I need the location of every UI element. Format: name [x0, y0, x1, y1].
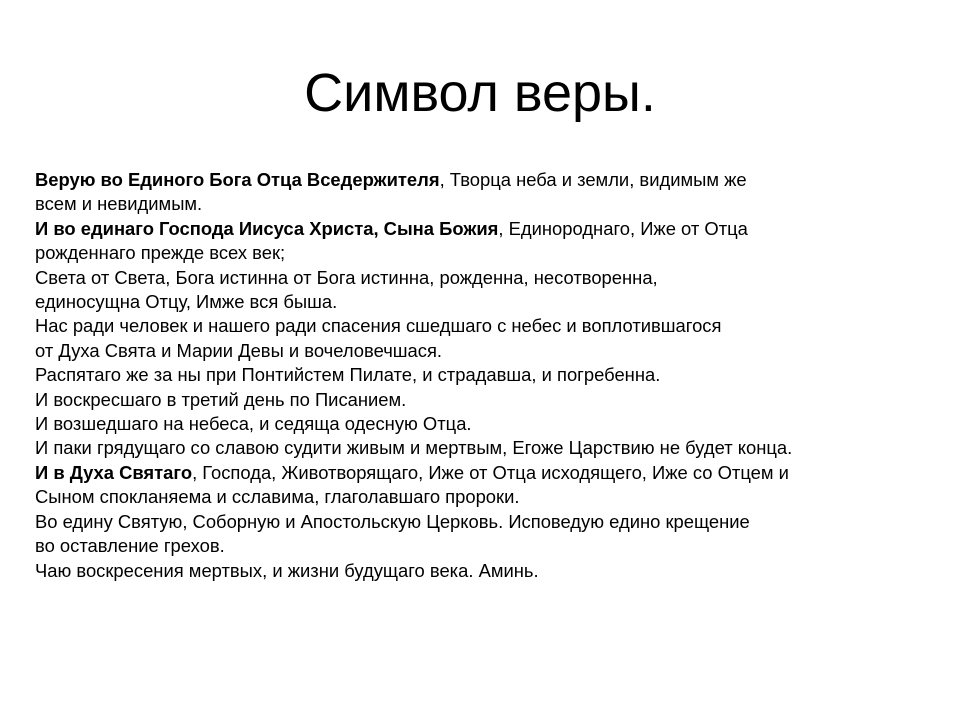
text-line	[35, 363, 935, 387]
slide-title: Символ веры.	[304, 63, 656, 123]
text-line	[35, 241, 935, 265]
text-line	[35, 168, 935, 192]
text-line	[35, 290, 935, 314]
line-text: во оставление грехов.	[35, 535, 225, 557]
line-text: Сыном спокланяема и сславима, глаголавшаго пророки.	[35, 486, 520, 508]
line-text: И возшедшаго на небеса, и седяща одесную Отца.	[35, 413, 472, 435]
text-line	[35, 461, 935, 485]
line-text: Во едину Святую, Соборную и Апостольскую Церковь. Исповедую едино крещение	[35, 510, 750, 532]
slide-body	[35, 168, 935, 583]
line-text: Нас ради человек и нашего ради спасения сшедшаго с небес и воплотившагося	[35, 315, 722, 337]
text-line	[35, 192, 935, 216]
line-text: И воскресшаго в третий день по Писанием.	[35, 388, 407, 410]
line-text: , Единороднаго, Иже от Отца	[498, 217, 748, 239]
line-text: И паки грядущаго со славою судити живым и мертвым, Егоже Царствию не будет конца.	[35, 437, 793, 459]
line-text: от Духа Свята и Марии Девы и вочеловечшася.	[35, 339, 443, 361]
text-line	[35, 217, 935, 241]
text-line	[35, 388, 935, 412]
line-text: Чаю воскресения мертвых, и жизни будущаго века. Аминь.	[35, 559, 539, 581]
text-line	[35, 339, 935, 363]
text-line	[35, 266, 935, 290]
line-text: единосущна Отцу, Имже вся быша.	[35, 291, 338, 313]
text-line	[35, 436, 935, 460]
text-line	[35, 534, 935, 558]
line-text: Распятаго же за ны при Понтийстем Пилате, и страдавша, и погребенна.	[35, 364, 661, 386]
line-text: , Господа, Животворящаго, Иже от Отца исходящего, Иже со Отцем и	[192, 461, 789, 483]
text-line	[35, 314, 935, 338]
text-line	[35, 485, 935, 509]
line-text: Света от Света, Бога истинна от Бога истинна, рожденна, несотворенна,	[35, 266, 658, 288]
line-bold-text: И во единаго Господа Иисуса Христа, Сына Божия	[35, 217, 499, 239]
line-text: всем и невидимым.	[35, 193, 203, 215]
line-text: , Творца неба и земли, видимым же	[439, 169, 747, 190]
line-bold-text: Верую во Единого Бога Отца Вседержителя	[35, 169, 440, 190]
text-line	[35, 412, 935, 436]
line-bold-text: И в Духа Святаго	[35, 461, 193, 483]
text-line	[35, 510, 935, 534]
line-text: рожденнаго прежде всех век;	[35, 242, 286, 264]
text-line	[35, 559, 935, 583]
